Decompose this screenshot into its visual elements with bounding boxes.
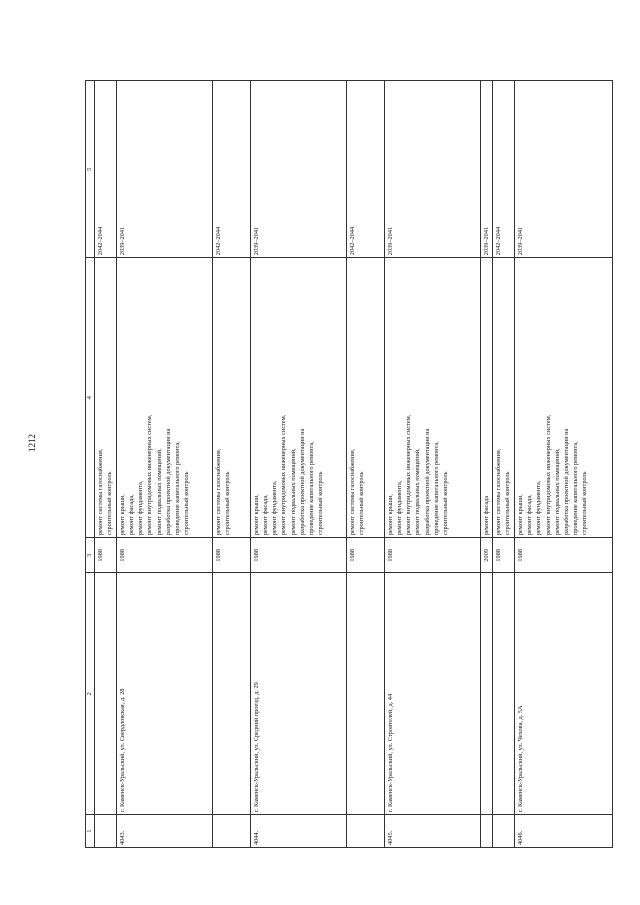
table-row: [251, 81, 347, 848]
work-item: ремонт системы газоснабжения,: [349, 448, 356, 536]
work-item: ремонт крыши,: [119, 494, 126, 536]
table-body: [95, 81, 613, 848]
column-header: 5: [86, 81, 95, 258]
work-item: ремонт крыши,: [387, 494, 394, 536]
work-item: ремонт системы газоснабжения,: [495, 448, 503, 536]
works-cell: [347, 258, 385, 538]
year-cell: 2009: [481, 538, 493, 573]
work-item: строительный контроль: [316, 471, 324, 536]
work-item: ремонт фундамента,: [535, 480, 543, 536]
work-item: ремонт крыши,: [253, 494, 260, 536]
year-cell: 1988: [347, 538, 385, 573]
table-row: [213, 81, 251, 848]
work-item: ремонт подвальных помещений,: [289, 448, 297, 536]
address-cell: [347, 573, 385, 815]
year-cell: 1988: [385, 538, 481, 573]
table-row: [95, 81, 117, 848]
work-item: ремонт подвальных помещений,: [553, 448, 561, 536]
work-item: строительный контроль: [224, 471, 232, 536]
row-number-cell: 4045.: [385, 815, 481, 848]
row-number-cell: 4044.: [251, 815, 347, 848]
work-item: ремонт внутридомовых инженерных систем,: [405, 414, 413, 536]
work-item: ремонт системы газоснабжения,: [215, 448, 222, 536]
work-item: ремонт подвальных помещений,: [414, 448, 422, 536]
work-item: проведение капитального ремонта,: [173, 441, 181, 536]
table-row: [493, 81, 515, 848]
year-cell: 1988: [493, 538, 515, 573]
work-item: строительный контроль: [441, 471, 449, 536]
works-cell: [251, 258, 347, 538]
work-item: ремонт внутридомовых инженерных систем,: [280, 414, 288, 536]
row-number-cell: [493, 815, 515, 848]
work-item: строительный контроль: [358, 471, 366, 536]
year-cell: 1988: [251, 538, 347, 573]
period-cell: 2039–2041: [251, 81, 347, 258]
works-cell: [385, 258, 481, 538]
table-row: [347, 81, 385, 848]
work-item: ремонт фасада,: [128, 494, 136, 536]
works-cell: [515, 258, 613, 538]
column-header: 3: [86, 538, 95, 573]
work-item: ремонт фундамента,: [396, 480, 404, 536]
column-header: 4: [86, 258, 95, 538]
period-cell: 2042–2044: [213, 81, 251, 258]
works-cell: [493, 258, 515, 538]
year-cell: 1988: [213, 538, 251, 573]
period-cell: 2042–2044: [347, 81, 385, 258]
work-item: разработка проектной документации на: [298, 428, 306, 536]
work-item: разработка проектной документации на: [562, 428, 570, 536]
row-number-cell: [481, 815, 493, 848]
column-number-row: [86, 81, 95, 848]
work-item: ремонт фасада,: [262, 494, 270, 536]
work-item: ремонт фундамента,: [137, 480, 145, 536]
work-item: разработка проектной документации на: [423, 428, 431, 536]
works-cell: [95, 258, 117, 538]
table-container: [85, 80, 601, 848]
address-cell: г. Каменск-Уральский, ул. Свердловская, д. 28: [117, 573, 213, 815]
period-cell: 2042–2044: [493, 81, 515, 258]
table-row: [481, 81, 493, 848]
year-cell: 1988: [515, 538, 613, 573]
work-item: ремонт фасада,: [526, 494, 534, 536]
address-cell: [493, 573, 515, 815]
work-item: проведение капитального ремонта,: [432, 441, 440, 536]
column-header: 1: [86, 815, 95, 848]
work-item: ремонт фундамента,: [271, 480, 279, 536]
table-row: [117, 81, 213, 848]
period-cell: 2039–2041: [515, 81, 613, 258]
address-cell: г. Каменск-Уральский, ул. Средний проезд, д. 29: [251, 573, 347, 815]
period-cell: 2039–2041: [385, 81, 481, 258]
work-item: ремонт внутридомовых инженерных систем,: [146, 414, 154, 536]
address-cell: [213, 573, 251, 815]
table-row: [385, 81, 481, 848]
column-header: 2: [86, 573, 95, 815]
work-item: ремонт внутридомовых инженерных систем,: [544, 414, 552, 536]
works-cell: [481, 258, 493, 538]
period-cell: 2039–2041: [481, 81, 493, 258]
works-cell: [117, 258, 213, 538]
address-cell: [95, 573, 117, 815]
work-item: строительный контроль: [504, 471, 512, 536]
work-item: строительный контроль: [581, 471, 588, 536]
works-cell: [213, 258, 251, 538]
row-number-cell: 4046.: [515, 815, 613, 848]
work-item: проведение капитального ремонта,: [571, 441, 579, 536]
table-row: [515, 81, 613, 848]
row-number-cell: [213, 815, 251, 848]
rotated-table-frame: [85, 80, 601, 848]
work-item: проведение капитального ремонта,: [307, 441, 315, 536]
work-item: строительный контроль: [182, 471, 190, 536]
row-number-cell: [95, 815, 117, 848]
address-cell: г. Каменск-Уральский, ул. Строителей, д. 44: [385, 573, 481, 815]
page-number: 1212: [27, 434, 37, 452]
work-item: ремонт подвальных помещений,: [155, 448, 163, 536]
work-item: ремонт фасада: [483, 495, 490, 536]
address-cell: г. Каменск-Уральский, ул. Чехова, д. 5А: [515, 573, 613, 815]
period-cell: 2042–2044: [95, 81, 117, 258]
work-item: ремонт крыши,: [517, 494, 525, 536]
repair-schedule-table: [85, 80, 613, 848]
year-cell: 1988: [95, 538, 117, 573]
work-item: ремонт системы газоснабжения,: [97, 448, 104, 536]
row-number-cell: [347, 815, 385, 848]
year-cell: 1988: [117, 538, 213, 573]
address-cell: [481, 573, 493, 815]
row-number-cell: 4043.: [117, 815, 213, 848]
work-item: строительный контроль: [106, 471, 114, 536]
period-cell: 2039–2041: [117, 81, 213, 258]
work-item: разработка проектной документации на: [164, 428, 172, 536]
